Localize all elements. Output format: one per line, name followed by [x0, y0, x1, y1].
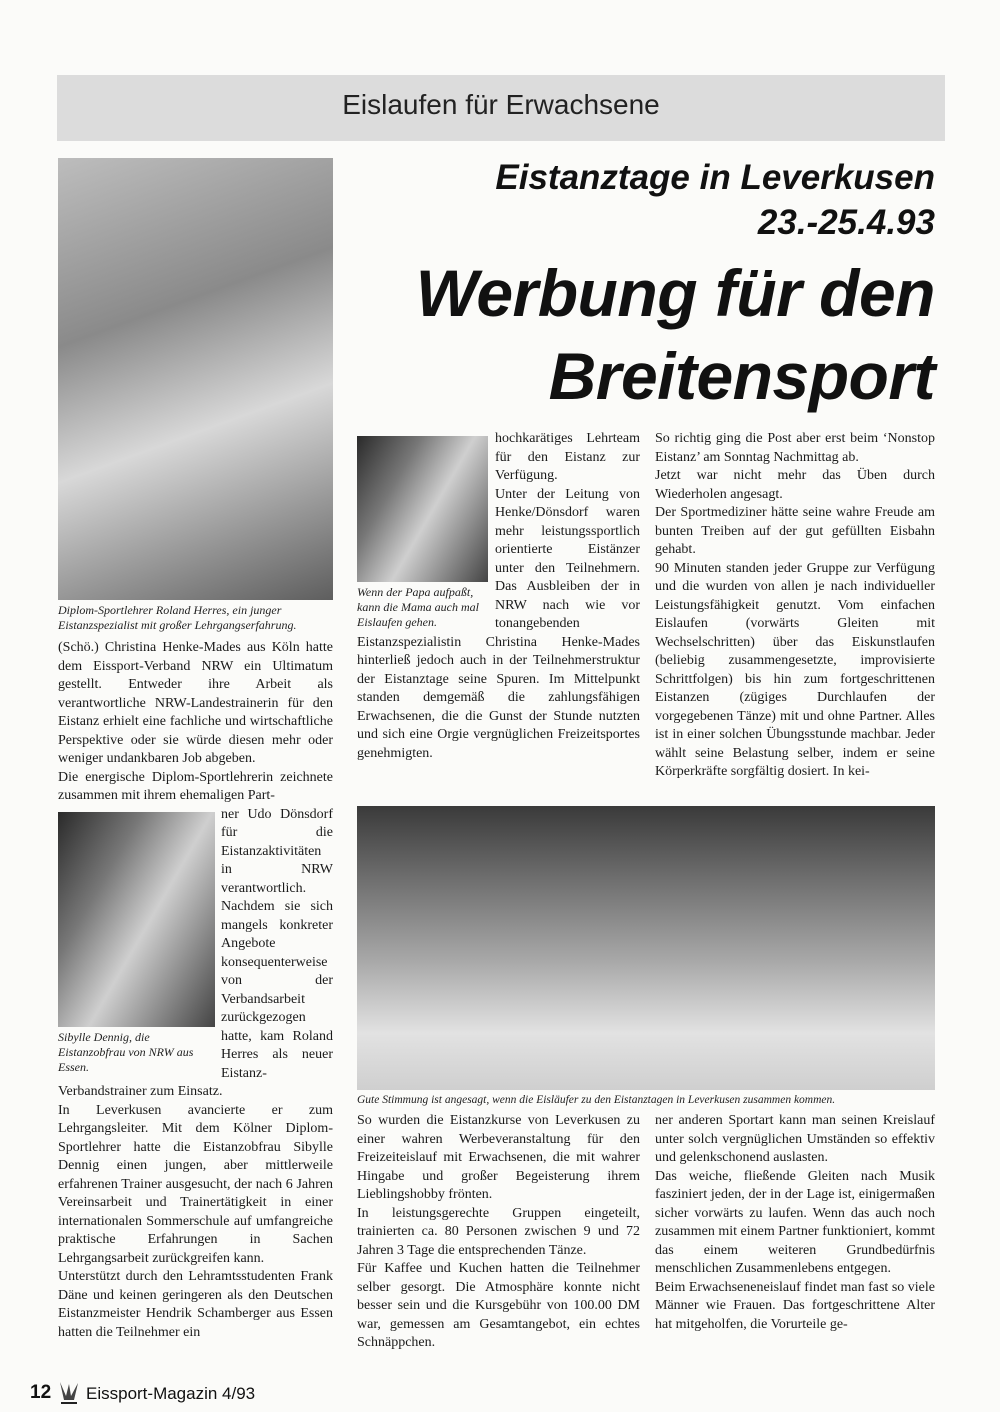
paragraph: Unterstützt durch den Lehramtsstudenten Frank Däne und keinen geringeren als den Deutschen Eistanzmeister Hendrik Schamberger aus Essen hatten die Teilnehmer ein [58, 1269, 333, 1340]
paragraph: Die energische Diplom-Sportlehrerin zeichnete zusammen mit ihrem ehemaligen Part- [58, 769, 333, 803]
paragraph: (Schö.) Christina Henke-Mades aus Köln hatte dem Eissport-Verband NRW ein Ultimatum gestellt. Entweder ihre Arbeit als verantwortliche NRW-Landestrainerin für den Eistanz erhielt eine fachliche und wirtschaftliche Perspektive oder sie würde diesen mehr oder weniger undankbaren Job abgeben. [58, 640, 333, 766]
paragraph: Jetzt war nicht mehr das Üben durch Wiederholen angesagt. [655, 468, 935, 502]
paragraph: In leistungsgerechte Gruppen eingeteilt, trainierten ca. 80 Personen zwischen 9 und 72 Jahren 3 Tage die entsprechenden Tänze. [357, 1205, 640, 1258]
papa-figure [357, 436, 488, 630]
photo-papa-child [357, 436, 488, 582]
article-col2-top [357, 430, 640, 763]
paragraph: hochkarätiges Lehrteam für den Eistanz zur Verfügung. [495, 431, 640, 483]
section-header-band [57, 75, 945, 141]
paragraph: Beim Erwachseneneislauf findet man fast so viele Männer wie Frauen. Das fortgeschrittene Alter hat mitgeholfen, die Vorurteile ge- [655, 1279, 935, 1332]
photo-roland-herres [58, 158, 333, 600]
photo-group-skaters [357, 806, 935, 1090]
paragraph: 90 Minuten standen jeder Gruppe zur Verfügung und die wurden von allen je nach individueller Leistungsfähigkeit genutzt. Vom einfachen Eislaufen (vorwärts Gleiten mit Wechselschritten) über das Eiskunstlaufen (beliebig zusammengesetzte, improvisierte Schrittfolgen) bis hin zum fortgeschrittenen Eistanzen (zügiges Durchlaufen der vorgegebenen Tänze) mit und ohne Partner. Alles ist in einer solchen Übungsstunde machbar. Jeder wählt seine Belastung selber, indem er seine Körperkräfte sorgfältig dosiert. In kei- [655, 560, 935, 779]
paragraph-part: tonangebenden Eistanzspezialistin Christina Henke-Mades hinterließ jedoch auch in der Teilnehmerstruktur der Eistanztage seine Spuren. Im Mittelpunkt standen demgemäß die zahlungsfähigen Erwachsenen, die die Gunst der Stunde nutzten und sich eine Orgie vergnüglichen Freizeitsportes genehmigten. [357, 616, 640, 761]
magazine-issue: Eissport-Magazin 4/93 [86, 1384, 256, 1403]
caption-roland-herres: Diplom-Sportlehrer Roland Herres, ein junger Eistanzspezialist mit großer Lehrgangserfahrung. [58, 603, 297, 632]
paragraph: Das weiche, fließende Gleiten nach Musik fasziniert jeden, der in der Lage ist, einigermaßen sicher vorwärts zu laufen. Wenn das auch noch zusammen mit einem Partner funktioniert, kommt das einem weiteren Grundbedürfnis menschlichen Zusammenlebens entgegen. [655, 1168, 935, 1276]
sibylle-figure [58, 812, 215, 1075]
paragraph: In Leverkusen avancierte er zum Lehrgangsleiter. Mit dem Kölner Diplom-Sportlehrer hatte die Eistanzobfrau Sibylle Dennig einen jungen, aber mittlerweile erfahrenen Trainer ausgesucht, der nach 6 Jahren Vereinsarbeit und Trainertätigkeit in einer internationalen Sommerschule auf umfangreiche praktische Erfahrungen in Sachen Lehrgangsarbeit zurückgreifen kann. [58, 1102, 333, 1266]
article-col1 [58, 603, 333, 1342]
headline-title-line2: Breitensport [548, 339, 935, 413]
paragraph: So wurden die Eistanzkurse von Leverkusen zu einer wahren Werbeveranstaltung für den Freizeiteislauf mit Erwachsenen, die mit wahrer Hingabe und großer Begeisterung ihrem Lieblingshobby frönten. [357, 1113, 640, 1202]
photo-sibylle-dennig [58, 812, 215, 1027]
paragraph-part: Unter der Leitung von Henke/Dönsdorf waren mehr leistungssportlich orientierte Eistänzer unter den Teilnehmern. Das Ausbleiben der in NRW nach wie vor [495, 486, 640, 613]
headline-date: 23.-25.4.93 [757, 203, 935, 242]
skate-logo-icon [58, 1380, 80, 1406]
article-col2-bottom [357, 1112, 640, 1353]
headline-title-line1: Werbung für den [415, 256, 935, 330]
paragraph: Der Sportmediziner hätte seine wahre Freude am bunten Treiben auf der gut gefüllten Eisbahn gehabt. [655, 505, 935, 557]
caption-papa-child: Wenn der Papa aufpaßt, kann die Mama auch mal Eislaufen gehen. [357, 585, 479, 629]
paragraph: So richtig ging die Post aber erst beim ‘Nonstop Eistanz’ am Sonntag Nachmittag ab. [655, 431, 935, 465]
paragraph: ner anderen Sportart kann man seinen Kreislauf unter solch vergnüglichen Umständen so effektiv und gelenkschonend auslasten. [655, 1113, 935, 1165]
paragraph: ner Udo Dönsdorf für die Eistanzaktivitäten in NRW verantwortlich. Nachdem sie sich mangels konkreter Angebote konsequenterweise von der Verbandsarbeit zurückgezogen hatte, kam Roland Herres als neuer Eistanz-Verbandstrainer zum Einsatz. [58, 806, 333, 1099]
headline-kicker: Eistanztage in Leverkusen [495, 158, 935, 197]
article-col3-top [655, 430, 935, 782]
section-header: Eislaufen für Erwachsene [342, 89, 660, 120]
paragraph: Für Kaffee und Kuchen hatten die Teilnehmer selber gesorgt. Die Atmosphäre konnte nicht besser sein und die Kursgebühr von 100.00 DM war, gemessen am Gesamtangebot, ein echtes Schnäppchen. [357, 1261, 640, 1350]
article-col3-bottom [655, 1112, 935, 1334]
caption-sibylle-dennig: Sibylle Dennig, die Eistanzobfrau von NRW aus Essen. [58, 1029, 194, 1074]
caption-group-skaters: Gute Stimmung ist angesagt, wenn die Eisläufer zu den Eistanztagen in Leverkusen zusammen kommen. [357, 1094, 836, 1106]
page-number: 12 [30, 1382, 52, 1403]
